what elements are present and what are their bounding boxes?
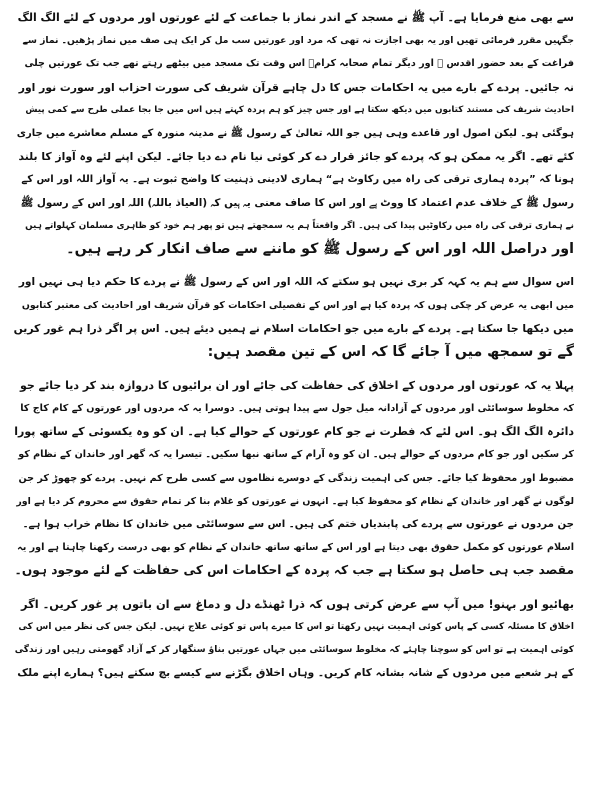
text-line: کہ مخلوط سوسائٹی اور مردوں کے آزادانہ میل جول سے پیدا ہوتی ہیں۔ دوسرا یہ کہ مردوں اور عورتوں کے کام کاج کا: [20, 403, 574, 414]
text-line: میں دیکھا جا سکتا ہے۔ پردے کے بارے میں جو احکامات اسلام نے ہمیں دیئے ہیں۔ اس پر اگر ذرا ہم غور کریں: [14, 322, 574, 336]
text-line: گے تو سمجھ میں آ جائے گا کہ اس کے تین مقصد ہیں:: [207, 343, 574, 360]
text-line: فراغت کے بعد حضور اقدس ﷺ اور دیگر تمام صحابہ کرامؓ اس وقت تک مسجد میں بیٹھے رہتے تھے جب تک عورتیں چلی: [24, 58, 574, 70]
paragraph-4: [14, 593, 574, 686]
paragraph-gap: [14, 261, 574, 271]
text-line: رسول ﷺ کے خلاف عدم اعتماد کا ووٹ ہے اور اس کا صاف معنی یہ ہیں کہ (العیاذ باللہ) اللہ اور اس کے رسول ﷺ: [20, 196, 574, 209]
paragraph-3: [14, 374, 574, 583]
text-line: کے ہر شعبے میں مردوں کے شانہ بشانہ کام کریں۔ وہاں اخلاق بگڑنے سے کیسے بچ سکتے ہیں؟ ہمارے اپنے ملک: [17, 667, 574, 680]
text-line: لوگوں نے گھر اور خاندان کے نظام کو محفوظ کیا ہے۔ انہوں نے عورتوں کو غلام بنا کر تمام حقوق سے محروم کر دیا ہے اور: [16, 495, 574, 507]
text-line: اسلام عورتوں کو مکمل حقوق بھی دیتا ہے اور اس کے ساتھ ساتھ خاندان کے نظام کو بھی درست رکھنا چاہتا ہے اور یہ: [17, 542, 574, 554]
paragraph-gap: [14, 583, 574, 593]
paragraph-1: [14, 6, 574, 261]
text-line: نے ہماری ترقی کی راہ میں رکاوٹیں پیدا کی ہیں۔ اگر واقعتاً ہم یہ سمجھتے ہیں تو پھر ہم خود کو ظاہری مسلمان کہلواتے ہیں: [25, 220, 574, 231]
paragraph-2: [14, 271, 574, 364]
text-line: اور دراصل اللہ اور اس کے رسول ﷺ کو ماننے سے صاف انکار کر رہے ہیں۔: [66, 240, 574, 257]
text-line: ہونا کہ ”پردہ ہماری ترقی کی راہ میں رکاوٹ ہے“ ہماری لادینی ذہنیت کا واضح ثبوت ہے۔ یہ آواز اللہ اور اس کے: [21, 174, 574, 186]
text-line: نہ جائیں۔ پردے کے بارے میں یہ احکامات جس کا دل چاہے قرآن شریف کی سورت احزاب اور سورت نور اور: [18, 80, 574, 94]
text-line: بھائیو اور بہنو! میں آپ سے عرض کرتی ہوں کہ ذرا ٹھنڈے دل و دماغ سے ان باتوں پر غور کریں۔ اگر: [21, 596, 574, 611]
paragraph-gap: [14, 364, 574, 374]
text-line: میں ابھی یہ عرض کر چکی ہوں کہ پردہ کیا ہے اور اس کے تفصیلی احکامات کو قرآن شریف اور احادیث کی معتبر کتابوں: [21, 300, 574, 312]
text-line: جگہیں مقرر فرمائی تھیں اور یہ بھی اجازت نہ تھی کہ مرد اور عورتیں سب مل کر ایک ہی صف میں نماز پڑھیں۔ نماز سے: [22, 35, 574, 47]
text-line: دائرہ الگ الگ ہو۔ اس لئے کہ فطرت نے جو کام عورتوں کے حوالے کیا ہے۔ ان کو وہ یکسوئی کے ساتھ پورا: [14, 425, 574, 439]
text-line: کئے تھے۔ اگر یہ ممکن ہو کہ پردے کو جائز قرار دے کر کوئی نیا نام دے دیا جائے۔ لیکن اپنے لئے وہ آواز کا بلند: [18, 150, 574, 164]
text-line: ہوگئی ہو۔ لیکن اصول اور قاعدے وہی ہیں جو اللہ تعالیٰ کے رسول ﷺ نے مدینہ منورہ کے مسلم معاشرے میں جاری: [16, 127, 574, 139]
text-line: احادیث شریف کی مستند کتابوں میں دیکھ سکتا ہے اور جس چیز کو ہم پردہ کہتے ہیں اس میں جا بجا عملی طرح سے کمی پیش: [25, 104, 574, 115]
text-line: کر سکیں اور جو کام مردوں کے حوالے ہیں۔ ان کو وہ آرام کے ساتھ نبھا سکیں۔ تیسرا یہ کہ گھر اور خاندان کے نظام کو: [18, 449, 574, 461]
text-line: اس سوال سے ہم یہ کہہ کر بری نہیں ہو سکتے کہ اللہ اور اس کے رسول ﷺ نے پردے کا حکم دیا ہی نہیں اور: [18, 276, 574, 289]
text-line: مقصد جب ہی حاصل ہو سکتا ہے جب کہ پردہ کے احکامات اس کی حفاظت کے لئے موجود ہوں۔: [14, 563, 574, 578]
text-line: کوئی اہمیت ہے تو اس کو سوچنا چاہئے کہ مخلوط سوسائٹی میں جہاں عورتیں بناؤ سنگھار کر کے آزاد گھومتی رہیں اور زندگی: [14, 644, 574, 655]
text-line: اخلاق کا مسئلہ کسی کے پاس کوئی اہمیت نہیں رکھتا تو اس کا میرے پاس تو کوئی علاج نہیں۔ لیکن جس کی نظر میں اس کی: [18, 621, 574, 632]
text-line: مضبوط اور محفوظ کیا جائے۔ جس کی اہمیت زندگی کے دوسرے نظاموں سے کسی طرح کم نہیں۔ پردے کو چھوڑ کر جن: [18, 472, 574, 484]
text-line: پہلا یہ کہ عورتوں اور مردوں کے اخلاق کی حفاظت کی جائے اور ان برائیوں کا دروازہ بند کر دیا جائے جو: [19, 378, 574, 392]
text-line: جن مردوں نے عورتوں سے پردے کی پابندیاں ختم کی ہیں۔ اس سے سوسائٹی میں خاندان کا نظام خراب ہوا ہے۔: [22, 518, 574, 530]
text-line: سے بھی منع فرمایا ہے۔ آپ ﷺ نے مسجد کے اندر نماز با جماعت کے لئے عورتوں اور مردوں کے لئے الگ الگ: [17, 11, 574, 24]
